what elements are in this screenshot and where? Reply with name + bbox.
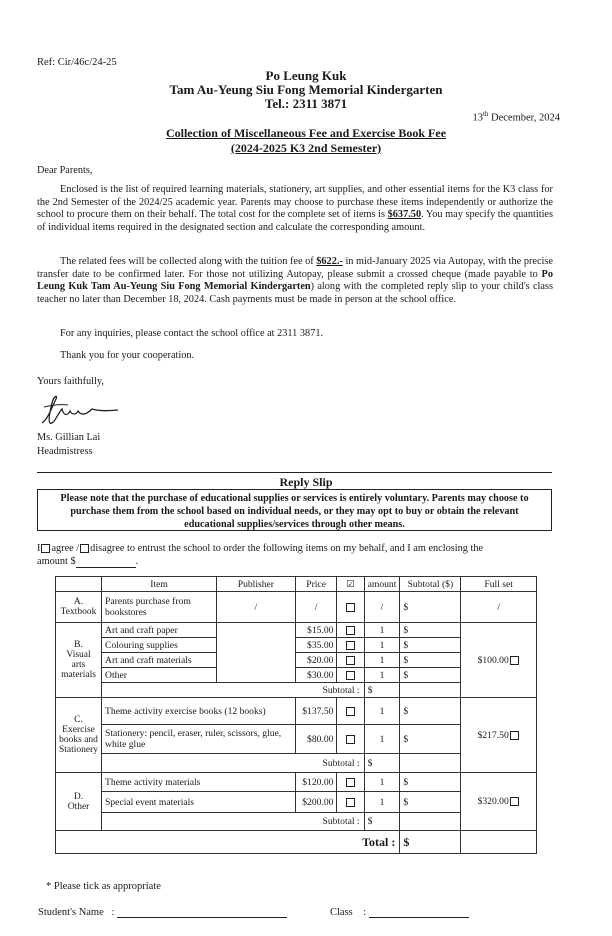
tick-cell xyxy=(337,792,364,813)
student-name-blank[interactable] xyxy=(117,917,287,918)
tick-note: * Please tick as appropriate xyxy=(46,881,161,892)
subtotal-cell[interactable]: $ xyxy=(400,773,461,792)
tick-cell xyxy=(337,668,364,683)
subtotal-cell[interactable]: $ xyxy=(400,792,461,813)
section-c-label: C. Exercise books and Stationery xyxy=(56,698,102,773)
voluntary-notice: Please note that the purchase of educational supplies or services is entirely voluntary. Parents may choose to purchase them from the school based on individual needs, or they may opt to buy or obtain the relevant educational supplies/services through other means. xyxy=(37,489,552,531)
subtotal-cell[interactable]: $ xyxy=(400,725,461,754)
header-subtotal: Subtotal ($) xyxy=(400,577,461,592)
header-item: Item xyxy=(102,577,217,592)
item-name: Colouring supplies xyxy=(102,638,217,653)
paragraph-3: For any inquiries, please contact the school office at 2311 3871. xyxy=(60,328,324,339)
tick-checkbox[interactable] xyxy=(346,656,355,665)
publisher-cell: / xyxy=(217,592,296,623)
fullset-checkbox[interactable] xyxy=(510,731,519,740)
price-cell: $30.00 xyxy=(295,668,337,683)
price-cell: / xyxy=(295,592,337,623)
header-publisher: Publisher xyxy=(217,577,296,592)
fullset-cell: / xyxy=(461,592,537,623)
tick-checkbox[interactable] xyxy=(346,626,355,635)
organization-name: Po Leung Kuk xyxy=(265,68,347,83)
price-cell: $80.00 xyxy=(295,725,337,754)
section-b-label: B. Visual arts materials xyxy=(56,623,102,698)
price-cell: $35.00 xyxy=(295,638,337,653)
subtotal-cell[interactable]: $ xyxy=(400,638,461,653)
signature-image xyxy=(38,393,120,429)
letter-subtitle: (2024-2025 K3 2nd Semester) xyxy=(230,141,382,155)
subtotal-label: Subtotal : xyxy=(102,754,365,773)
amount-cell[interactable]: 1 xyxy=(364,698,400,725)
letter-title: Collection of Miscellaneous Fee and Exercise Book Fee xyxy=(165,126,447,140)
subtotal-cell[interactable]: $ xyxy=(400,653,461,668)
tick-checkbox[interactable] xyxy=(346,778,355,787)
subtotal-label: Subtotal : xyxy=(102,813,365,831)
agree-checkbox[interactable] xyxy=(41,544,50,553)
subtotal-cell[interactable]: $ xyxy=(400,668,461,683)
item-name: Special event materials xyxy=(102,792,296,813)
price-cell: $15.00 xyxy=(295,623,337,638)
amount-cell[interactable]: 1 xyxy=(364,792,400,813)
subtotal-cell[interactable]: $ xyxy=(400,698,461,725)
subtotal-label: Subtotal : xyxy=(102,683,365,698)
disagree-checkbox[interactable] xyxy=(80,544,89,553)
class-blank[interactable] xyxy=(369,917,469,918)
letter-date: 13th December, 2024 xyxy=(472,110,560,124)
tick-cell xyxy=(337,725,364,754)
item-name: Parents purchase from bookstores xyxy=(102,592,217,623)
amount-cell: / xyxy=(364,592,400,623)
item-name: Other xyxy=(102,668,217,683)
price-cell: $20.00 xyxy=(295,653,337,668)
header-tick: ☑ xyxy=(337,577,364,592)
item-name: Art and craft paper xyxy=(102,623,217,638)
total-label: Total : xyxy=(56,831,400,854)
tick-checkbox[interactable] xyxy=(346,603,355,612)
header-amount: amount xyxy=(364,577,400,592)
fullset-cell: $320.00 xyxy=(461,773,537,831)
table-row xyxy=(56,592,537,623)
price-cell: $137.50 xyxy=(295,698,337,725)
price-cell: $120.00 xyxy=(295,773,337,792)
item-name: Stationery: pencil, eraser, ruler, scissors, glue, white glue xyxy=(102,725,296,754)
reference-number: Ref: Cir/46c/24-25 xyxy=(37,57,117,68)
section-a-label: A. Textbook xyxy=(56,592,102,623)
amount-cell[interactable]: 1 xyxy=(364,653,400,668)
paragraph-1: Enclosed is the list of required learning materials, stationery, art supplies, and other essential items for the K3 class for the 2nd Semester of the 2024/25 academic year. Parents may choose to purchase these items independently or authorize the school to procure them on their behalf. The total cost for the complete set of items is $637.50. You may specify the quantities of individual items required in the designated section and calculate the corresponding amount. xyxy=(37,184,554,233)
total-row xyxy=(56,831,537,854)
subtotal-cell[interactable]: $ xyxy=(364,813,400,831)
salutation: Dear Parents, xyxy=(37,165,93,176)
school-telephone: Tel.: 2311 3871 xyxy=(264,96,348,111)
school-name: Tam Au-Yeung Siu Fong Memorial Kindergarten xyxy=(169,82,443,97)
closing: Yours faithfully, xyxy=(37,376,104,387)
fullset-checkbox[interactable] xyxy=(510,797,519,806)
tick-cell xyxy=(337,623,364,638)
tick-checkbox[interactable] xyxy=(346,671,355,680)
tick-checkbox[interactable] xyxy=(346,707,355,716)
table-header-row xyxy=(56,577,537,592)
tick-checkbox[interactable] xyxy=(346,641,355,650)
total-cell[interactable]: $ xyxy=(400,831,461,854)
section-d-label: D. Other xyxy=(56,773,102,831)
subtotal-cell[interactable]: $ xyxy=(364,754,400,773)
fullset-cell: $100.00 xyxy=(461,623,537,698)
tick-cell xyxy=(337,638,364,653)
fullset-checkbox[interactable] xyxy=(510,656,519,665)
reply-divider xyxy=(37,472,552,473)
tick-cell xyxy=(337,592,364,623)
subtotal-cell[interactable]: $ xyxy=(400,623,461,638)
amount-cell[interactable]: 1 xyxy=(364,668,400,683)
signer-position: Headmistress xyxy=(37,446,93,457)
table-row xyxy=(56,698,537,725)
paragraph-4: Thank you for your cooperation. xyxy=(60,350,195,361)
table-row xyxy=(56,773,537,792)
class-row: Class : xyxy=(330,907,469,918)
price-cell: $200.00 xyxy=(295,792,337,813)
item-name: Art and craft materials xyxy=(102,653,217,668)
publisher-cell xyxy=(217,623,296,683)
tick-cell xyxy=(337,698,364,725)
amount-blank[interactable] xyxy=(76,567,136,568)
fullset-cell: $217.50 xyxy=(461,698,537,773)
subtotal-cell[interactable]: $ xyxy=(400,592,461,623)
table-row xyxy=(56,623,537,638)
amount-cell[interactable]: 1 xyxy=(364,773,400,792)
header-fullset: Full set xyxy=(461,577,537,592)
amount-cell[interactable]: 1 xyxy=(364,725,400,754)
item-name: Theme activity materials xyxy=(102,773,296,792)
items-table xyxy=(55,576,537,854)
tick-cell xyxy=(337,773,364,792)
amount-cell[interactable]: 1 xyxy=(364,638,400,653)
reply-slip-title: Reply Slip xyxy=(279,475,333,489)
tick-checkbox[interactable] xyxy=(346,798,355,807)
tick-cell xyxy=(337,653,364,668)
agreement-statement: I agree / disagree to entrust the school to order the following items on my behalf, and I am enclosing the amount $ . xyxy=(37,543,484,567)
student-name-row: Student's Name : xyxy=(38,907,287,918)
tick-checkbox[interactable] xyxy=(346,735,355,744)
header-price: Price xyxy=(295,577,337,592)
paragraph-2: The related fees will be collected along with the tuition fee of $622.- in mid-January 2025 via Autopay, with the precise transfer date to be confirmed later. For those not utilizing Autopay, please submit a crossed cheque (made payable to Po Leung Kuk Tam Au-Yeung Siu Fong Memorial Kindergarten) along with the completed reply slip to your child's class teacher no later than December 18, 2024. Cash payments must be made in person at the school office. xyxy=(37,256,553,305)
amount-cell[interactable]: 1 xyxy=(364,623,400,638)
signer-name: Ms. Gillian Lai xyxy=(37,432,101,443)
item-name: Theme activity exercise books (12 books) xyxy=(102,698,296,725)
subtotal-cell[interactable]: $ xyxy=(364,683,400,698)
total-empty-cell xyxy=(461,831,537,854)
